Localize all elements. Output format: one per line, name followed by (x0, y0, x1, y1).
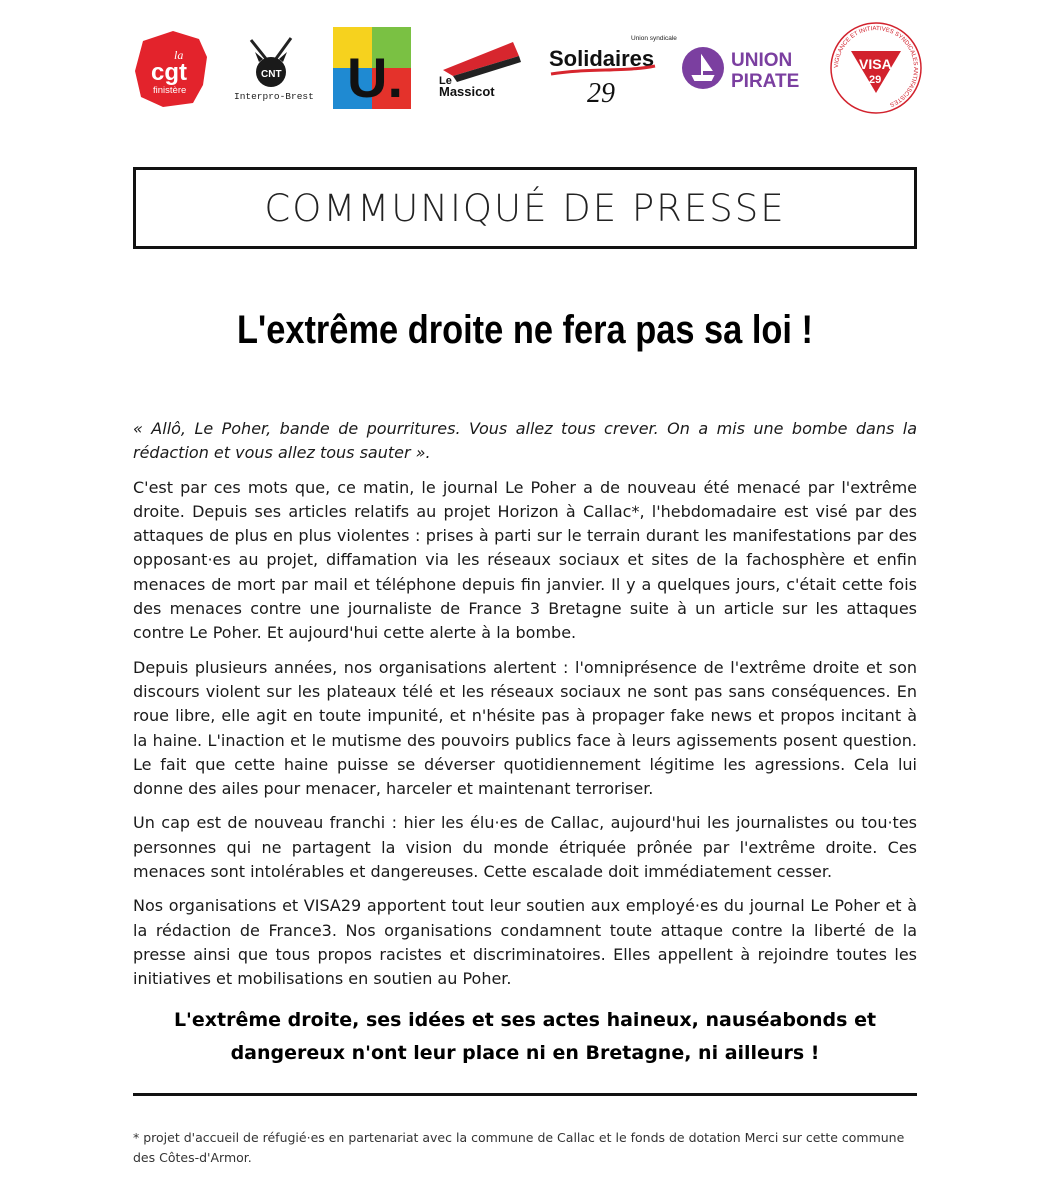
logo-bar (133, 22, 923, 114)
visa-ring-text: VIGILANCE ET INITIATIVES SYNDICALES ANTIFASCISTES (833, 25, 919, 108)
cnt-interpro-brest-logo (231, 32, 314, 104)
conclusion-line: dangereux n'ont leur place ni en Bretagne, ni ailleurs ! (230, 1042, 820, 1064)
body-paragraph: Nos organisations et VISA29 apportent tout leur soutien aux employé·es du journal Le Poher et à la rédaction de France3. Nos organisations condamnent toute attaque contre la liberté de la presse ainsi que tous propos racistes et discriminatoires. Elles appellent à rejoindre toutes les initiatives et mobilisations en soutien au Poher. (133, 896, 917, 989)
solidaires-union-text: Union syndicale (631, 35, 677, 42)
solidaires-29-logo (547, 28, 677, 109)
press-release-header (133, 167, 917, 249)
body-paragraph: Un cap est de nouveau franchi : hier les élu·es de Callac, aujourd'hui les journalistes ou tou·tes personnes qui ne partagent la vision du monde étriquée prônée par l'extrême droite. Ces menaces sont intolérables et dangereuses. Cette escalade doit immédiatement cesser. (133, 813, 917, 882)
pirate-text: PIRATE (731, 71, 800, 92)
cgt-finistere-logo (133, 27, 209, 109)
cnt-text: CNT (261, 69, 282, 80)
solidaires-text: Solidaires (549, 46, 655, 71)
pirate-union-text: UNION (731, 50, 793, 71)
headline: L'extrême droite ne fera pas sa loi ! (237, 308, 813, 352)
quote-paragraph: « Allô, Le Poher, bande de pourritures. Vous allez tous crever. On a mis une bombe dans la rédaction et vous allez tous sauter ». (133, 419, 917, 463)
cgt-la-text: la (174, 48, 184, 62)
press-release-title: COMMUNIQUÉ DE PRESSE (264, 186, 786, 230)
visa-29-text: 29 (869, 74, 882, 86)
conclusion-line: L'extrême droite, ses idées et ses actes haineux, nauséabonds et (173, 1009, 877, 1031)
visa-text: VISA (859, 56, 892, 72)
union-u-text: U. (347, 46, 403, 109)
body-text (133, 417, 917, 1002)
massicot-le-text: Le (439, 75, 452, 87)
body-paragraph: Depuis plusieurs années, nos organisations alertent : l'omniprésence de l'extrême droite et son discours violent sur les plateaux télé et les réseaux sociaux ne sont pas sans conséquences. En roue libre, elle agit en toute impunité, et n'hésite pas à propager fake news et propos incitant à la haine. L'inaction et le mutisme des pouvoirs publics face à leurs agissements posent question. Le fait que cette haine puisse se déverser quotidiennement légitime les agressions. Cela lui donne des ailes pour menacer, harceler et maintenant terroriser. (133, 657, 917, 799)
union-u-logo (333, 27, 411, 109)
cgt-finistere-text: finistère (153, 85, 187, 96)
visa-29-logo (829, 21, 923, 115)
massicot-text: Massicot (439, 84, 495, 99)
le-massicot-logo (433, 36, 525, 100)
cnt-interpro-text: Interpro-Brest (234, 91, 314, 102)
conclusion (133, 1004, 917, 1070)
footnote: * projet d'accueil de réfugié·es en partenariat avec la commune de Callac et le fonds de dotation Merci sur cette commune des Côtes-d'Armor. (133, 1130, 905, 1165)
union-pirate-logo (681, 42, 807, 94)
solidaires-29-text: 29 (587, 78, 615, 109)
body-paragraph: C'est par ces mots que, ce matin, le journal Le Poher a de nouveau été menacé par l'extrême droite. Depuis ses articles relatifs au projet Horizon à Callac*, l'hebdomadaire est visé par des attaques de plus en plus violentes : prises à parti sur le terrain durant les manifestations par des opposant·es au projet, diffamation via les réseaux sociaux et sites de la fachosphère et enfin menaces de mort par mail et téléphone depuis fin janvier. Il y a quelques jours, c'était cette fois des menaces contre une journaliste de France 3 Bretagne suite à un article sur les attaques contre Le Poher. Et aujourd'hui cette alerte à la bombe. (133, 477, 917, 643)
divider (133, 1093, 917, 1096)
cgt-text: cgt (151, 59, 187, 86)
